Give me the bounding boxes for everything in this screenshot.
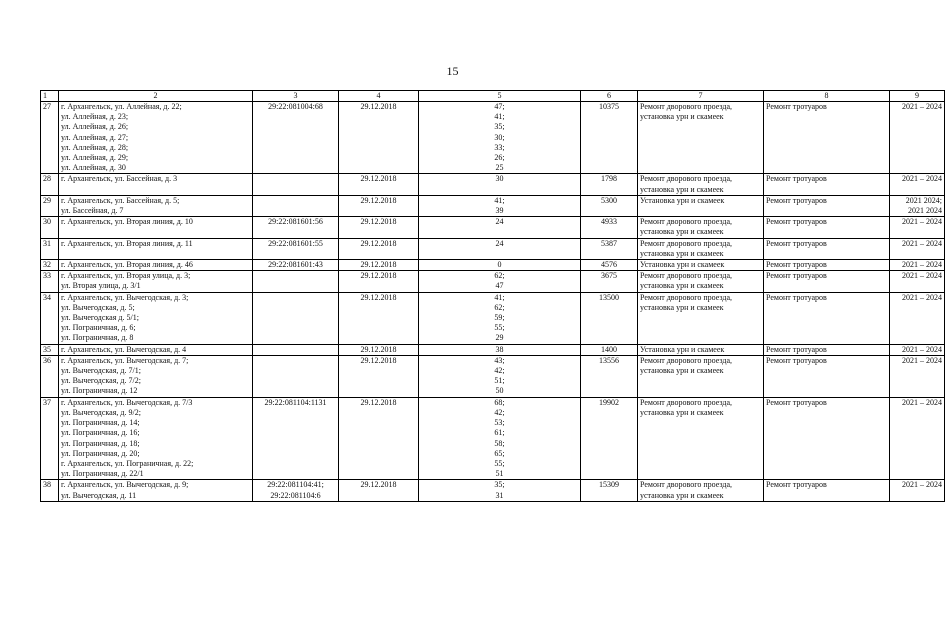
date-cell: 29.12.2018 xyxy=(339,480,419,501)
work-type-cell xyxy=(638,480,764,501)
period-line: 2021 – 2024 xyxy=(902,355,942,365)
column-header-5: 5 xyxy=(419,91,581,102)
address-cell xyxy=(59,260,253,271)
address-line: г. Архангельск, ул. Пограничная, д. 22; xyxy=(61,458,194,468)
work-type-cell xyxy=(638,397,764,480)
address-line: ул. Вычегодская, д. 7/2; xyxy=(61,376,141,386)
address-line: г. Архангельск, ул. Вычегодская, д. 4 xyxy=(61,344,187,354)
area-cell: 1798 xyxy=(581,174,638,195)
work-line: установка урн и скамеек xyxy=(640,184,724,194)
work-line: Ремонт дворового проезда, xyxy=(640,271,732,281)
value-cell xyxy=(419,217,581,238)
value-line: 35; xyxy=(494,122,505,132)
table-row xyxy=(41,271,945,292)
address-line: ул. Вычегодская д. 5/1; xyxy=(61,313,139,323)
value-line: 39 xyxy=(495,206,504,216)
cadastral-number: 29:22:081601:55 xyxy=(268,238,323,248)
row-number: 31 xyxy=(41,238,59,259)
column-header-3: 3 xyxy=(253,91,339,102)
table-row xyxy=(41,397,945,480)
value-line: 29 xyxy=(495,333,504,343)
row-number: 38 xyxy=(41,480,59,501)
table-row xyxy=(41,355,945,397)
period-line: 2021 2024 xyxy=(908,206,942,216)
area-cell: 3675 xyxy=(581,271,638,292)
cadastral-cell xyxy=(253,260,339,271)
work-type-cell xyxy=(638,238,764,259)
value-line: 59; xyxy=(494,313,505,323)
work-line: Установка урн и скамеек xyxy=(640,195,725,205)
period-line: 2021 – 2024 xyxy=(902,271,942,281)
cadastral-cell xyxy=(253,174,339,195)
work-line: установка урн и скамеек xyxy=(640,302,724,312)
address-line: ул. Пограничная, д. 16; xyxy=(61,428,140,438)
value-line: 51; xyxy=(494,376,505,386)
table-row xyxy=(41,344,945,355)
additional-work-cell: Ремонт тротуаров xyxy=(764,102,890,174)
value-line: 41; xyxy=(494,292,505,302)
value-line: 41; xyxy=(494,195,505,205)
area-cell: 19902 xyxy=(581,397,638,480)
date-cell: 29.12.2018 xyxy=(339,397,419,480)
value-line: 53; xyxy=(494,418,505,428)
address-line: ул. Аллейная, д. 26; xyxy=(61,122,129,132)
value-cell xyxy=(419,355,581,397)
work-line: Ремонт дворового проезда, xyxy=(640,102,732,111)
period-cell xyxy=(890,355,945,397)
period-line: 2021 – 2024 xyxy=(902,238,942,248)
address-cell xyxy=(59,292,253,344)
work-line: Ремонт дворового проезда, xyxy=(640,292,732,302)
address-line: г. Архангельск, ул. Вторая линия, д. 11 xyxy=(61,238,193,248)
row-number: 35 xyxy=(41,344,59,355)
row-number: 37 xyxy=(41,397,59,480)
address-line: г. Архангельск, ул. Вторая линия, д. 46 xyxy=(61,260,193,270)
address-cell xyxy=(59,397,253,480)
address-line: ул. Вычегодская, д. 11 xyxy=(61,490,137,500)
table-row xyxy=(41,260,945,271)
date-cell: 29.12.2018 xyxy=(339,344,419,355)
table-row xyxy=(41,292,945,344)
table-row xyxy=(41,174,945,195)
work-type-cell xyxy=(638,102,764,174)
address-cell xyxy=(59,238,253,259)
period-cell xyxy=(890,195,945,216)
address-line: ул. Вычегодская, д. 7/1; xyxy=(61,366,141,376)
period-line: 2021 – 2024 xyxy=(902,217,942,227)
value-line: 38 xyxy=(495,344,504,354)
address-cell xyxy=(59,355,253,397)
address-line: ул. Пограничная, д. 6; xyxy=(61,323,136,333)
value-line: 42; xyxy=(494,366,505,376)
cadastral-cell xyxy=(253,271,339,292)
period-line: 2021 – 2024 xyxy=(902,397,942,407)
address-cell xyxy=(59,344,253,355)
value-line: 41; xyxy=(494,112,505,122)
value-cell xyxy=(419,238,581,259)
address-line: ул. Пограничная, д. 18; xyxy=(61,438,140,448)
cadastral-cell xyxy=(253,217,339,238)
work-type-cell xyxy=(638,271,764,292)
period-line: 2021 – 2024 xyxy=(902,102,942,111)
column-header-4: 4 xyxy=(339,91,419,102)
work-type-cell xyxy=(638,174,764,195)
work-line: установка урн и скамеек xyxy=(640,281,724,291)
value-cell xyxy=(419,344,581,355)
work-type-cell xyxy=(638,195,764,216)
value-line: 50 xyxy=(495,386,504,396)
work-line: Ремонт дворового проезда, xyxy=(640,355,732,365)
work-type-cell xyxy=(638,260,764,271)
value-line: 24 xyxy=(495,217,504,227)
additional-work-cell: Ремонт тротуаров xyxy=(764,260,890,271)
value-line: 35; xyxy=(494,480,505,490)
column-header-6: 6 xyxy=(581,91,638,102)
additional-work-cell: Ремонт тротуаров xyxy=(764,238,890,259)
address-line: г. Архангельск, ул. Вычегодская, д. 7/3 xyxy=(61,397,193,407)
improvement-table xyxy=(40,90,945,502)
value-line: 33; xyxy=(494,142,505,152)
area-cell: 10375 xyxy=(581,102,638,174)
date-cell: 29.12.2018 xyxy=(339,217,419,238)
work-line: Ремонт дворового проезда, xyxy=(640,480,732,490)
work-line: установка урн и скамеек xyxy=(640,490,724,500)
row-number: 29 xyxy=(41,195,59,216)
address-cell xyxy=(59,480,253,501)
address-line: г. Архангельск, ул. Вычегодская, д. 7; xyxy=(61,355,189,365)
address-line: ул. Вторая улица, д. 3/1 xyxy=(61,281,141,291)
value-line: 47 xyxy=(495,281,504,291)
period-cell xyxy=(890,238,945,259)
date-cell: 29.12.2018 xyxy=(339,238,419,259)
address-line: ул. Аллейная, д. 27; xyxy=(61,132,129,142)
address-line: г. Архангельск, ул. Вычегодская, д. 3; xyxy=(61,292,189,302)
address-line: ул. Аллейная, д. 29; xyxy=(61,153,129,163)
address-line: ул. Аллейная, д. 23; xyxy=(61,112,129,122)
address-cell xyxy=(59,174,253,195)
period-cell xyxy=(890,271,945,292)
work-line: установка урн и скамеек xyxy=(640,112,724,122)
address-line: ул. Аллейная, д. 28; xyxy=(61,142,129,152)
additional-work-cell: Ремонт тротуаров xyxy=(764,397,890,480)
period-cell xyxy=(890,102,945,174)
address-line: ул. Вычегодская, д. 5; xyxy=(61,302,135,312)
period-line: 2021 – 2024 xyxy=(902,260,942,270)
additional-work-cell: Ремонт тротуаров xyxy=(764,174,890,195)
value-line: 30 xyxy=(495,174,504,184)
area-cell: 1400 xyxy=(581,344,638,355)
value-cell xyxy=(419,260,581,271)
work-line: Установка урн и скамеек xyxy=(640,344,725,354)
value-line: 68; xyxy=(494,397,505,407)
address-line: г. Архангельск, ул. Вторая линия, д. 10 xyxy=(61,217,193,227)
row-number: 36 xyxy=(41,355,59,397)
address-line: ул. Пограничная, д. 12 xyxy=(61,386,138,396)
period-line: 2021 – 2024 xyxy=(902,480,942,490)
period-cell xyxy=(890,174,945,195)
work-line: Ремонт дворового проезда, xyxy=(640,174,732,184)
cadastral-number: 29:22:081004:68 xyxy=(268,102,323,111)
period-cell xyxy=(890,260,945,271)
value-line: 42; xyxy=(494,407,505,417)
work-type-cell xyxy=(638,292,764,344)
area-cell: 4933 xyxy=(581,217,638,238)
value-line: 61; xyxy=(494,428,505,438)
value-line: 31 xyxy=(495,490,504,500)
address-line: ул. Бассейная, д. 7 xyxy=(61,206,124,216)
column-header-1: 1 xyxy=(41,91,59,102)
area-cell: 13556 xyxy=(581,355,638,397)
row-number: 32 xyxy=(41,260,59,271)
area-cell: 5387 xyxy=(581,238,638,259)
row-number: 33 xyxy=(41,271,59,292)
row-number: 27 xyxy=(41,102,59,174)
period-line: 2021 – 2024 xyxy=(902,174,942,184)
work-type-cell xyxy=(638,355,764,397)
additional-work-cell: Ремонт тротуаров xyxy=(764,271,890,292)
table-body xyxy=(41,102,945,502)
cadastral-cell xyxy=(253,344,339,355)
date-cell: 29.12.2018 xyxy=(339,355,419,397)
period-line: 2021 2024; xyxy=(905,195,942,205)
work-line: Ремонт дворового проезда, xyxy=(640,397,732,407)
column-header-8: 8 xyxy=(764,91,890,102)
additional-work-cell: Ремонт тротуаров xyxy=(764,292,890,344)
table-row xyxy=(41,102,945,174)
date-cell: 29.12.2018 xyxy=(339,271,419,292)
address-line: ул. Пограничная, д. 8 xyxy=(61,333,134,343)
work-line: установка урн и скамеек xyxy=(640,248,724,258)
address-line: г. Архангельск, ул. Аллейная, д. 22; xyxy=(61,102,182,111)
work-line: Ремонт дворового проезда, xyxy=(640,238,732,248)
period-cell xyxy=(890,397,945,480)
value-line: 62; xyxy=(494,302,505,312)
date-cell: 29.12.2018 xyxy=(339,174,419,195)
value-line: 43; xyxy=(494,355,505,365)
period-cell xyxy=(890,292,945,344)
address-line: г. Архангельск, ул. Вычегодская, д. 9; xyxy=(61,480,189,490)
value-cell xyxy=(419,480,581,501)
address-cell xyxy=(59,217,253,238)
work-line: установка урн и скамеек xyxy=(640,366,724,376)
address-line: г. Архангельск, ул. Вторая улица, д. 3; xyxy=(61,271,191,281)
date-cell: 29.12.2018 xyxy=(339,292,419,344)
cadastral-cell xyxy=(253,355,339,397)
date-cell: 29.12.2018 xyxy=(339,195,419,216)
value-line: 55; xyxy=(494,323,505,333)
value-line: 0 xyxy=(497,260,502,270)
additional-work-cell: Ремонт тротуаров xyxy=(764,480,890,501)
address-line: ул. Пограничная, д. 22/1 xyxy=(61,469,144,479)
address-line: ул. Вычегодская, д. 9/2; xyxy=(61,407,141,417)
table-row xyxy=(41,217,945,238)
row-number: 30 xyxy=(41,217,59,238)
address-line: ул. Пограничная, д. 14; xyxy=(61,418,140,428)
period-cell xyxy=(890,217,945,238)
work-line: Установка урн и скамеек xyxy=(640,260,725,270)
value-line: 62; xyxy=(494,271,505,281)
value-line: 55; xyxy=(494,458,505,468)
date-cell: 29.12.2018 xyxy=(339,102,419,174)
value-cell xyxy=(419,174,581,195)
address-line: г. Архангельск, ул. Бассейная, д. 3 xyxy=(61,174,178,184)
table-row xyxy=(41,238,945,259)
row-number: 34 xyxy=(41,292,59,344)
additional-work-cell: Ремонт тротуаров xyxy=(764,195,890,216)
row-number: 28 xyxy=(41,174,59,195)
period-line: 2021 – 2024 xyxy=(902,292,942,302)
cadastral-cell xyxy=(253,238,339,259)
area-cell: 5300 xyxy=(581,195,638,216)
additional-work-cell: Ремонт тротуаров xyxy=(764,355,890,397)
address-cell xyxy=(59,102,253,174)
column-number-row xyxy=(41,91,945,102)
column-header-9: 9 xyxy=(890,91,945,102)
period-cell xyxy=(890,480,945,501)
value-cell xyxy=(419,271,581,292)
period-line: 2021 – 2024 xyxy=(902,344,942,354)
cadastral-number: 29:22:081104:41; xyxy=(267,480,324,490)
address-cell xyxy=(59,195,253,216)
value-cell xyxy=(419,102,581,174)
value-line: 25 xyxy=(495,163,504,173)
additional-work-cell: Ремонт тротуаров xyxy=(764,217,890,238)
work-line: установка урн и скамеек xyxy=(640,407,724,417)
work-type-cell xyxy=(638,217,764,238)
value-line: 58; xyxy=(494,438,505,448)
value-cell xyxy=(419,292,581,344)
date-cell: 29.12.2018 xyxy=(339,260,419,271)
value-line: 51 xyxy=(495,469,504,479)
cadastral-cell xyxy=(253,292,339,344)
area-cell: 15309 xyxy=(581,480,638,501)
cadastral-number: 29:22:081104:1131 xyxy=(264,397,327,407)
area-cell: 13500 xyxy=(581,292,638,344)
cadastral-cell xyxy=(253,102,339,174)
work-line: установка урн и скамеек xyxy=(640,227,724,237)
cadastral-number: 29:22:081104:6 xyxy=(270,490,321,500)
table-row xyxy=(41,480,945,501)
table-row xyxy=(41,195,945,216)
cadastral-number: 29:22:081601:56 xyxy=(268,217,323,227)
cadastral-cell xyxy=(253,480,339,501)
value-line: 26; xyxy=(494,153,505,163)
work-type-cell xyxy=(638,344,764,355)
address-line: ул. Пограничная, д. 20; xyxy=(61,448,140,458)
additional-work-cell: Ремонт тротуаров xyxy=(764,344,890,355)
area-cell: 4576 xyxy=(581,260,638,271)
cadastral-cell xyxy=(253,397,339,480)
address-cell xyxy=(59,271,253,292)
value-line: 30; xyxy=(494,132,505,142)
value-line: 47; xyxy=(494,102,505,111)
value-cell xyxy=(419,195,581,216)
column-header-7: 7 xyxy=(638,91,764,102)
address-line: г. Архангельск, ул. Бассейная, д. 5; xyxy=(61,195,180,205)
value-cell xyxy=(419,397,581,480)
value-line: 65; xyxy=(494,448,505,458)
cadastral-cell xyxy=(253,195,339,216)
page-number: 15 xyxy=(446,64,459,78)
cadastral-number: 29:22:081601:43 xyxy=(268,260,323,270)
value-line: 24 xyxy=(495,238,504,248)
column-header-2: 2 xyxy=(59,91,253,102)
period-cell xyxy=(890,344,945,355)
work-line: Ремонт дворового проезда, xyxy=(640,217,732,227)
address-line: ул. Аллейная, д. 30 xyxy=(61,163,126,173)
